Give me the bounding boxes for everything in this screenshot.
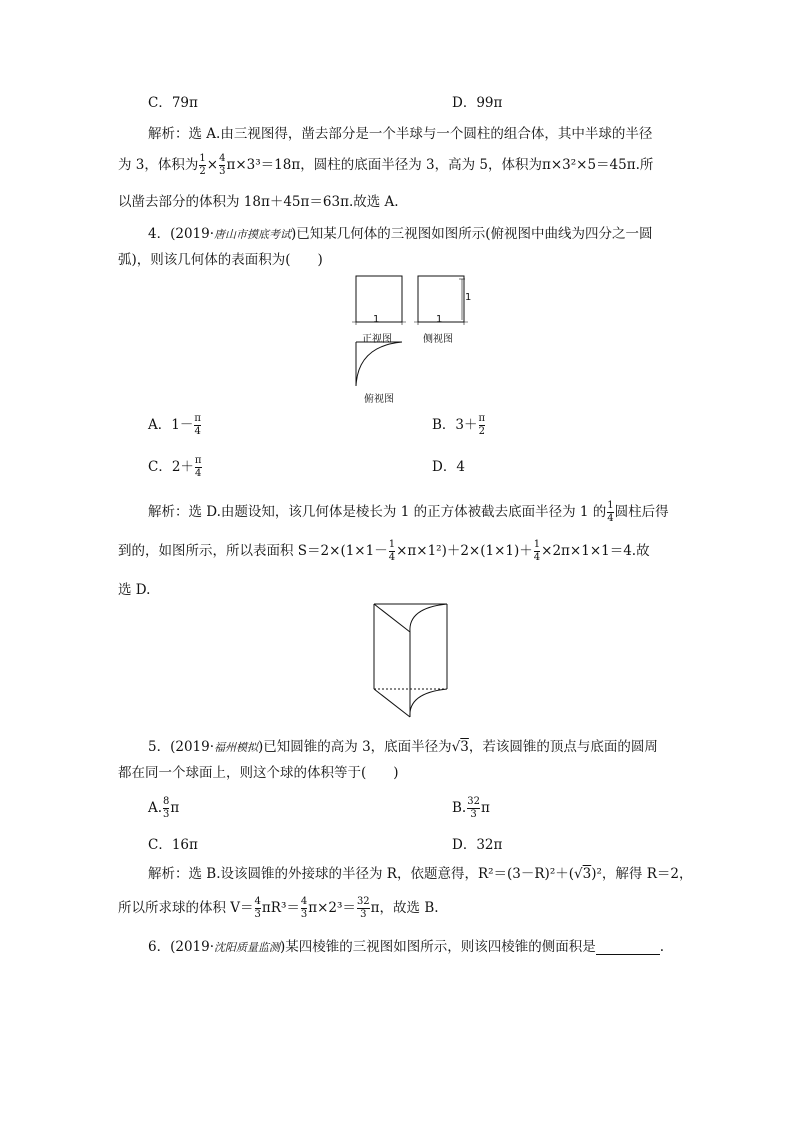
text: π×3³＝18π，圆柱的底面半径为 3，高为 5，体积为π×3²×5＝45π.所 [226,157,654,173]
q4-solution-line2: 到的，如图所示，所以表面积 S＝2×(1×1－ $\frac{1}{4}$ ×π×1²)＋2×(1×1)＋ $\frac{1}{4}$ ×2π×1×1＝4.故 [118,539,650,563]
q5-solution-line1: 解析：选 B.设该圆锥的外接球的半径为 R，依题意得，R²＝(3－R)²＋(√3)²，解得 R＝2， [148,866,693,882]
q5-option-c: C．16π [148,837,198,853]
front-view-label: 正视图 [362,334,392,345]
q4-stem-line2: 弧)，则该几何体的表面积为( ) [118,252,323,268]
q5-option-a: A. $\frac{8}{3}$ π [148,796,180,820]
fraction-four-thirds: $\frac{4}{3}$ [219,153,226,177]
q5-stem-line2: 都在同一个球面上，则这个球的体积等于( ) [118,765,399,781]
q6-stem: 6．(2019·沈阳质量监测)某四棱锥的三视图如图所示，则该四棱锥的侧面积是 . [148,939,665,955]
q3-solution-line1: 解析：选 A.由三视图得，凿去部分是一个半球与一个圆柱的组合体，其中半球的半径 [148,126,653,142]
q4-stem-line1: 4．(2019·唐山市摸底考试)已知某几何体的三视图如图所示(俯视图中曲线为四分之一圆 [148,226,653,242]
q4-option-d: D．4 [432,459,465,475]
answer-blank [596,942,660,955]
fraction-quarter: $\frac{1}{4}$ [533,539,541,563]
fraction-32-thirds: $\frac{32}{3}$ [356,896,370,920]
q5-stem-line1: 5．(2019·福州模拟)已知圆锥的高为 3，底面半径为√3，若该圆锥的顶点与底面的圆周 [148,739,658,755]
side-view-label: 侧视图 [423,334,453,345]
text: × [206,157,219,173]
top-view-quarter-arc [356,342,402,386]
q4-solution-line3: 选 D. [118,582,151,598]
q4-solution-line1: 解析：选 D.由题设知，该几何体是棱长为 1 的正方体被截去底面半径为 1 的 $\frac{1}{4}$ 圆柱后得 [148,500,669,524]
fraction-pi-over-2: $\frac{\pi}{2}$ [478,413,486,437]
fraction-quarter: $\frac{1}{4}$ [388,539,396,563]
q3-solution-line3: 以凿去部分的体积为 18π＋45π＝63π.故选 A. [118,194,399,210]
fraction-four-thirds: $\frac{4}{3}$ [254,896,261,920]
fraction-four-thirds: $\frac{4}{3}$ [300,896,308,920]
side-height-label: 1 [465,292,472,303]
front-dim-label: 1 [373,314,380,325]
q5-solution-line2: 所以所求球的体积 V＝ $\frac{4}{3}$ πR³＝ $\frac{4}{3}$ π×2³＝ $\frac{32}{3}$ π，故选 B. [118,896,439,920]
q3-option-d: D．99π [452,95,503,111]
q4-source: 唐山市摸底考试 [214,228,292,241]
q4-option-a: A．1－ $\frac{\pi}{4}$ [148,413,201,437]
q5-source: 福州模拟 [214,741,259,754]
fraction-half: $\frac{1}{2}$ [199,153,206,177]
top-view-label: 俯视图 [364,394,394,405]
q4-option-b: B．3＋ $\frac{\pi}{2}$ [432,413,486,437]
q5-option-b: B. $\frac{32}{3}$ π [452,796,490,820]
q3-option-c: C．79π [148,95,198,111]
q4-solid-figure [370,600,452,730]
fraction-pi-over-4: $\frac{\pi}{4}$ [194,455,202,479]
fraction-pi-over-4: $\frac{\pi}{4}$ [194,413,201,437]
q3-solution-line2 [118,154,653,177]
q4-option-c: C．2＋ $\frac{\pi}{4}$ [148,455,202,479]
fraction-quarter: $\frac{1}{4}$ [607,500,614,524]
side-dim-label: 1 [436,314,443,325]
text: 为 3，体积为 [118,157,199,173]
q5-option-d: D．32π [452,837,503,853]
fraction-32-thirds: $\frac{32}{3}$ [467,796,480,820]
fraction-eight-thirds: $\frac{8}{3}$ [163,796,170,820]
q6-source: 沈阳质量监测 [214,941,281,954]
